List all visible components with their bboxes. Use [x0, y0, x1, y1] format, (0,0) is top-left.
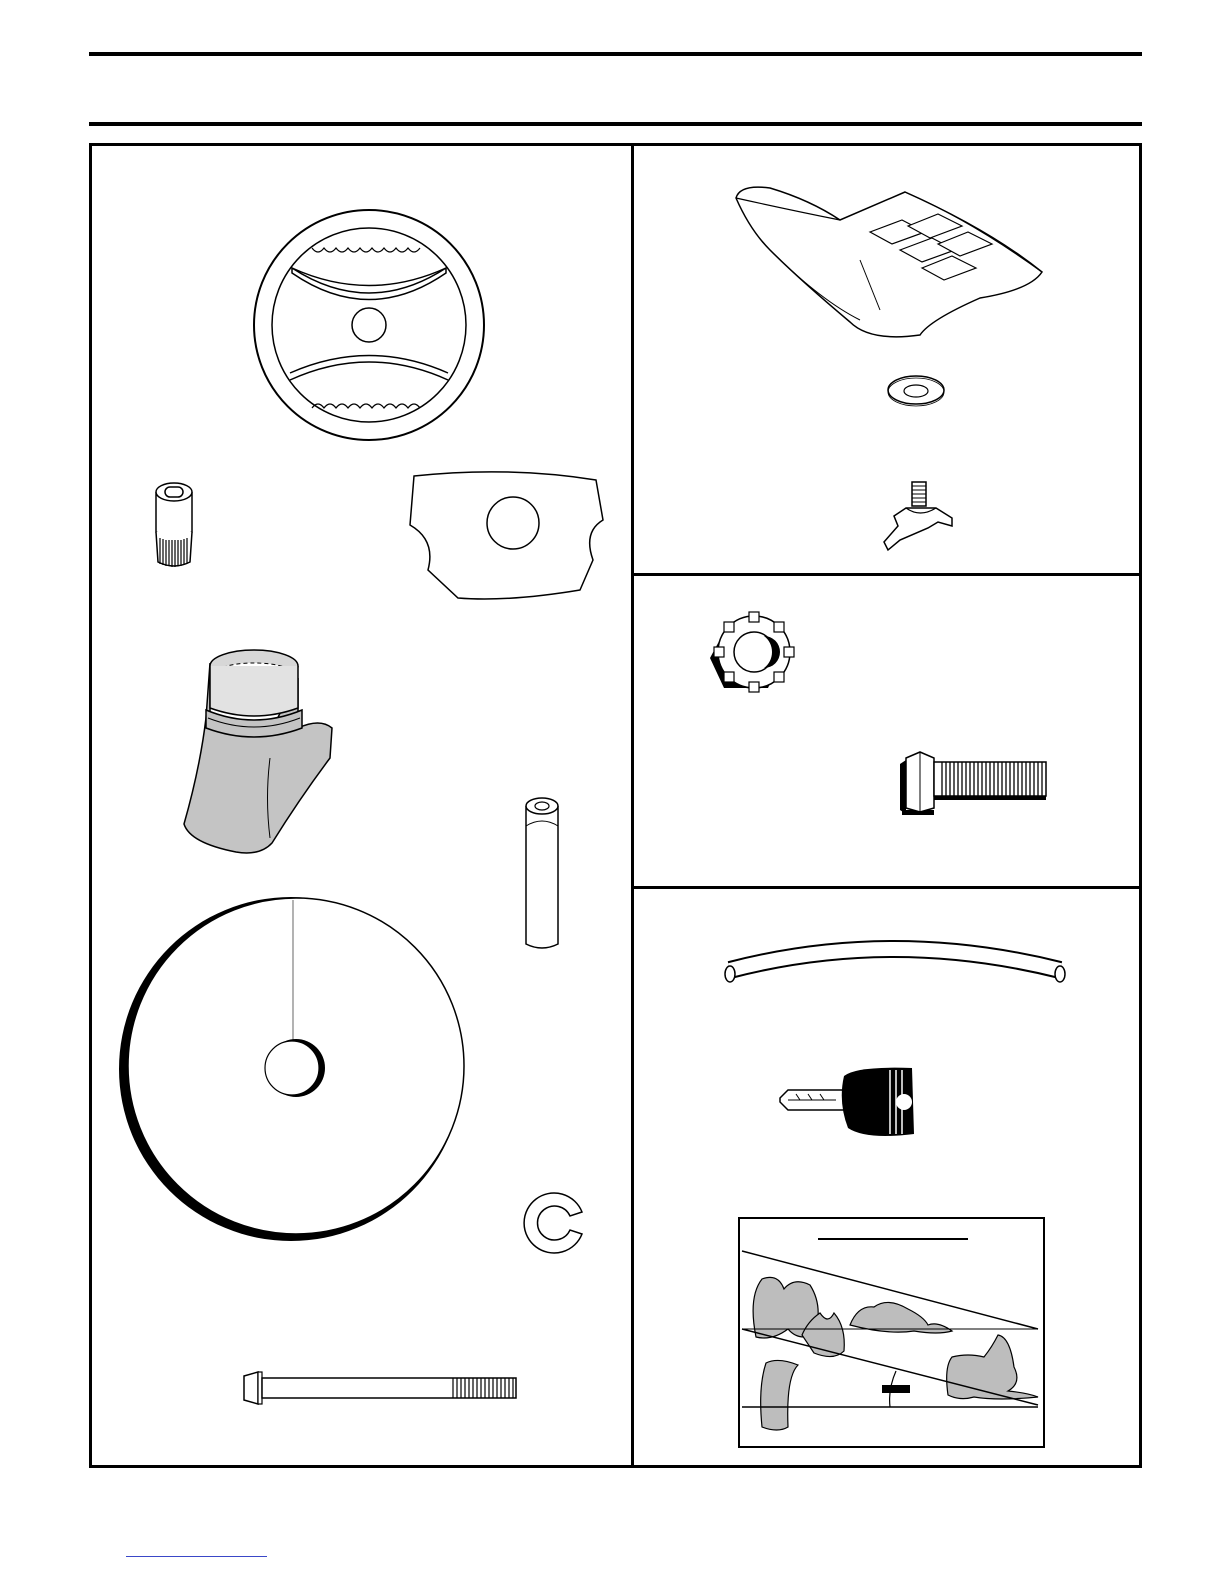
steering-adapter-icon — [150, 480, 200, 570]
wheel-disc-icon — [118, 896, 468, 1246]
key-icon — [776, 1062, 920, 1144]
column-boot-icon — [180, 638, 340, 858]
slope-gauge-icon — [738, 1217, 1046, 1449]
header-rule-top — [89, 52, 1142, 56]
retaining-ring-icon — [522, 1190, 588, 1256]
seat-icon — [730, 180, 1050, 345]
steering-insert-icon — [408, 470, 608, 605]
pin-icon — [522, 796, 562, 956]
long-bolt-icon — [240, 1370, 520, 1410]
hose-icon — [722, 934, 1068, 990]
panel-divider-vertical — [631, 143, 634, 1468]
steering-wheel-icon — [252, 208, 486, 442]
panel-divider-right-1 — [634, 573, 1139, 576]
panel-divider-right-2 — [634, 886, 1139, 889]
wing-bolt-icon — [880, 478, 960, 556]
hex-bolt-icon — [898, 748, 1058, 818]
footer-link-underline[interactable] — [126, 1556, 267, 1557]
washer-icon — [886, 374, 946, 408]
lock-nut-icon — [702, 610, 802, 700]
header-rule-second — [89, 122, 1142, 126]
